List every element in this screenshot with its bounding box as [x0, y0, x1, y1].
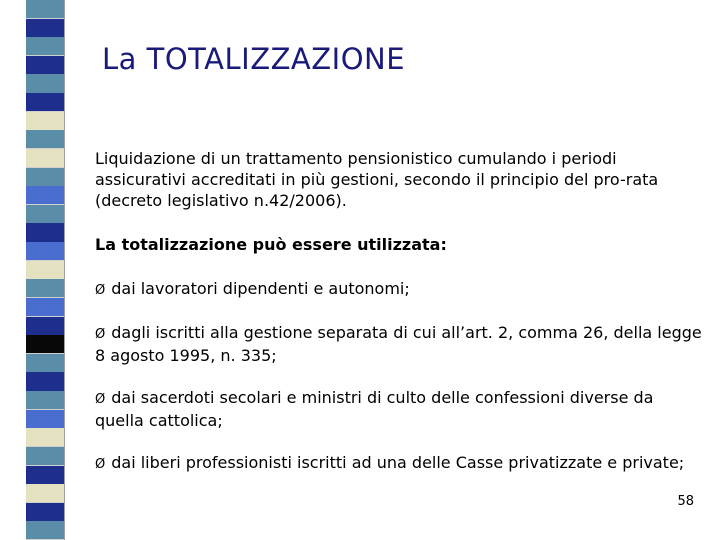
arrow-right-icon: Ø — [95, 457, 106, 472]
slide-title: La TOTALIZZAZIONE — [102, 42, 406, 76]
list-item-text: dai sacerdoti secolari e ministri di culto delle confessioni diverse da quella cattolica; — [95, 388, 654, 430]
list-item-text: dai liberi professionisti iscritti ad una delle Casse privatizzate e private; — [111, 453, 685, 472]
stripe-block — [26, 112, 64, 131]
stripe-block — [26, 37, 64, 56]
list-item — [95, 387, 705, 431]
arrow-right-icon: Ø — [95, 392, 106, 407]
stripe-block — [26, 242, 64, 261]
stripe-block — [26, 298, 64, 317]
stripe-block — [26, 186, 64, 205]
stripe-block — [26, 279, 64, 298]
stripe-block — [26, 317, 64, 336]
stripe-block — [26, 223, 64, 242]
stripe-block — [26, 19, 64, 38]
intro-text: Liquidazione di un trattamento pensionistico cumulando i periodi assicurativi accreditati in più gestioni, secondo il principio del pro-rata (decreto legislativo n.42/2006). — [95, 149, 659, 210]
list-item-text: dai lavoratori dipendenti e autonomi; — [111, 279, 410, 298]
stripe-block — [26, 168, 64, 187]
stripe-block — [26, 447, 64, 466]
stripe-block — [26, 484, 64, 503]
page-number: 58 — [677, 494, 694, 509]
arrow-right-icon: Ø — [95, 327, 106, 342]
list-item — [95, 278, 705, 301]
stripe-block — [26, 205, 64, 224]
stripe-block — [26, 372, 64, 391]
list-item-text: dagli iscritti alla gestione separata di cui all’art. 2, comma 26, della legge 8 agosto 1995, n. 335; — [95, 323, 702, 365]
stripe-block — [26, 261, 64, 280]
stripe-block — [26, 74, 64, 93]
stripe-block — [26, 0, 64, 19]
stripe-block — [26, 503, 64, 522]
stripe-block — [26, 335, 64, 354]
stripe-block — [26, 149, 64, 168]
stripe-block — [26, 130, 64, 149]
arrow-right-icon: Ø — [95, 283, 106, 298]
stripe-block — [26, 428, 64, 447]
stripe-block — [26, 410, 64, 429]
stripe-block — [26, 466, 64, 485]
stripe-block — [26, 391, 64, 410]
stripe-block — [26, 354, 64, 373]
list-item — [95, 452, 705, 475]
decorative-stripe — [26, 0, 65, 540]
list-item — [95, 322, 705, 366]
stripe-block — [26, 93, 64, 112]
subheading: La totalizzazione può essere utilizzata: — [95, 235, 447, 254]
stripe-block — [26, 56, 64, 75]
stripe-block — [26, 521, 64, 540]
